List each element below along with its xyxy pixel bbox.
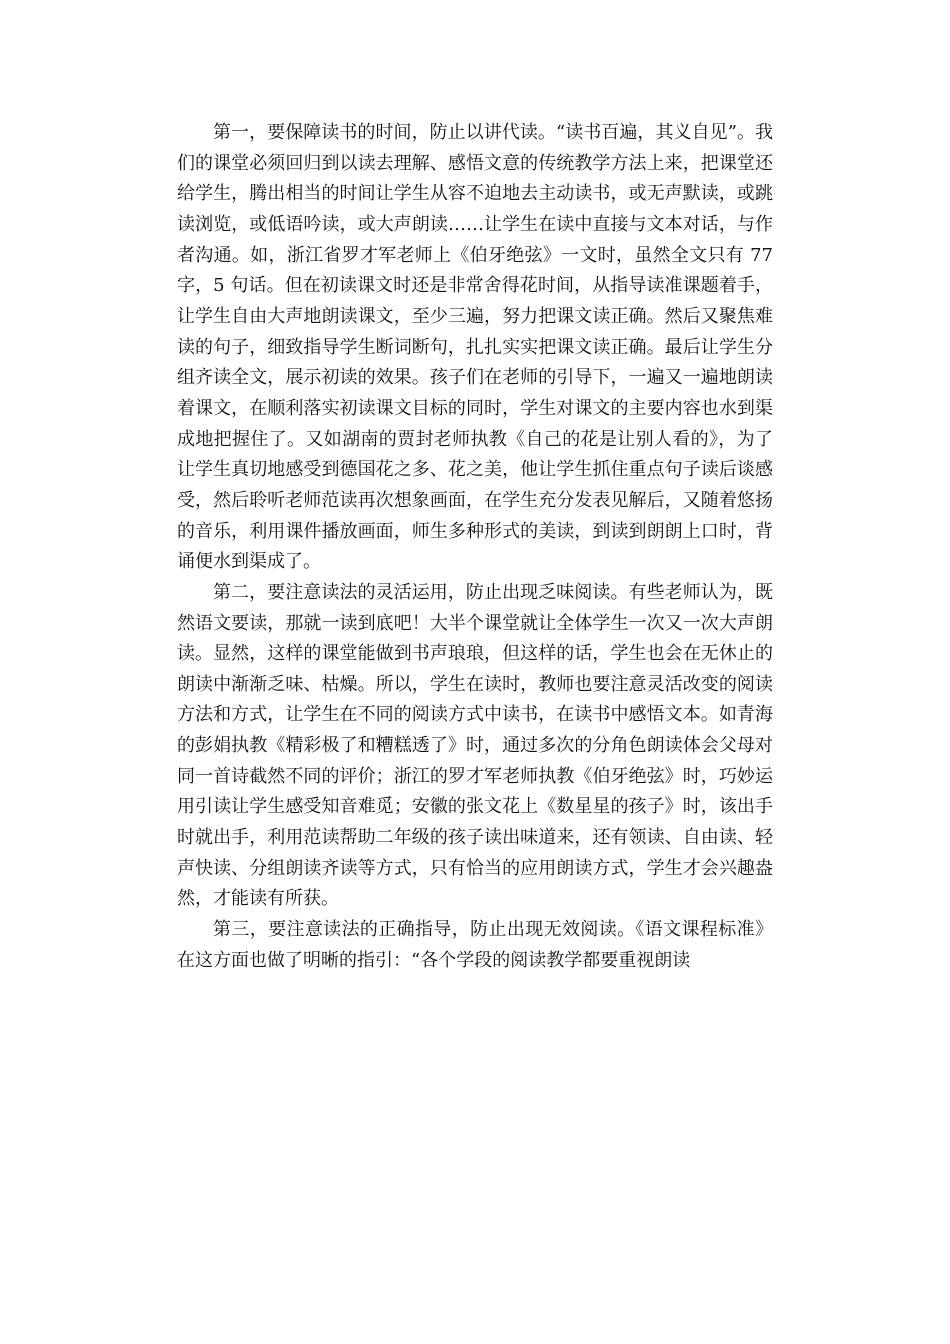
document-page — [177, 118, 773, 976]
paragraph-3: 第三，要注意读法的正确指导，防止出现无效阅读。《语文课程标准》在这方面也做了明晰的指引：“各个学段的阅读教学都要重视朗读 — [177, 919, 773, 971]
paragraph-1: 第一，要保障读书的时间，防止以讲代读。“读书百遍，其义自见”。我们的课堂必须回归到以读去理解、感悟文意的传统教学方法上来，把课堂还给学生，腾出相当的时间让学生从容不迫地去主动读书，或无声默读，或跳读浏览，或低语吟读，或大声朗读……让学生在读中直接与文本对话，与作者沟通。如，浙江省罗才军老师上《伯牙绝弦》一文时，虽然全文只有 77 字，5 句话。但在初读课文时还是非常舍得花时间，从指导读准课题着手，让学生自由大声地朗读课文，至少三遍，努力把课文读正确。然后又聚焦难读的句子，细致指导学生断词断句，扎扎实实把课文读正确。最后让学生分组齐读全文，展示初读的效果。孩子们在老师的引导下，一遍又一遍地朗读着课文，在顺利落实初读课文目标的同时，学生对课文的主要内容也水到渠成地把握住了。又如湖南的贾封老师执教《自己的花是让别人看的》，为了让学生真切地感受到德国花之多、花之美，他让学生抓住重点句子读后谈感受，然后聆听老师范读再次想象画面，在学生充分发表见解后，又随着悠扬的音乐，利用课件播放画面，师生多种形式的美读，到读到朗朗上口时，背诵便水到渠成了。 — [177, 122, 773, 573]
paragraph-2: 第二，要注意读法的灵活运用，防止出现乏味阅读。有些老师认为，既然语文要读，那就一读到底吧！大半个课堂就让全体学生一次又一次大声朗读。显然，这样的课堂能做到书声琅琅，但这样的话，学生也会在无休止的朗读中渐渐乏味、枯燥。所以，学生在读时，教师也要注意灵活改变的阅读方法和方式，让学生在不同的阅读方式中读书，在读书中感悟文本。如青海的彭娟执教《精彩极了和糟糕透了》时，通过多次的分角色朗读体会父母对同一首诗截然不同的评价；浙江的罗才军老师执教《伯牙绝弦》时，巧妙运用引读让学生感受知音难觅；安徽的张文花上《数星星的孩子》时，该出手时就出手，利用范读帮助二年级的孩子读出味道来，还有领读、自由读、轻声快读、分组朗读齐读等方式，只有恰当的应用朗读方式，学生才会兴趣盎然，才能读有所获。 — [177, 581, 773, 910]
